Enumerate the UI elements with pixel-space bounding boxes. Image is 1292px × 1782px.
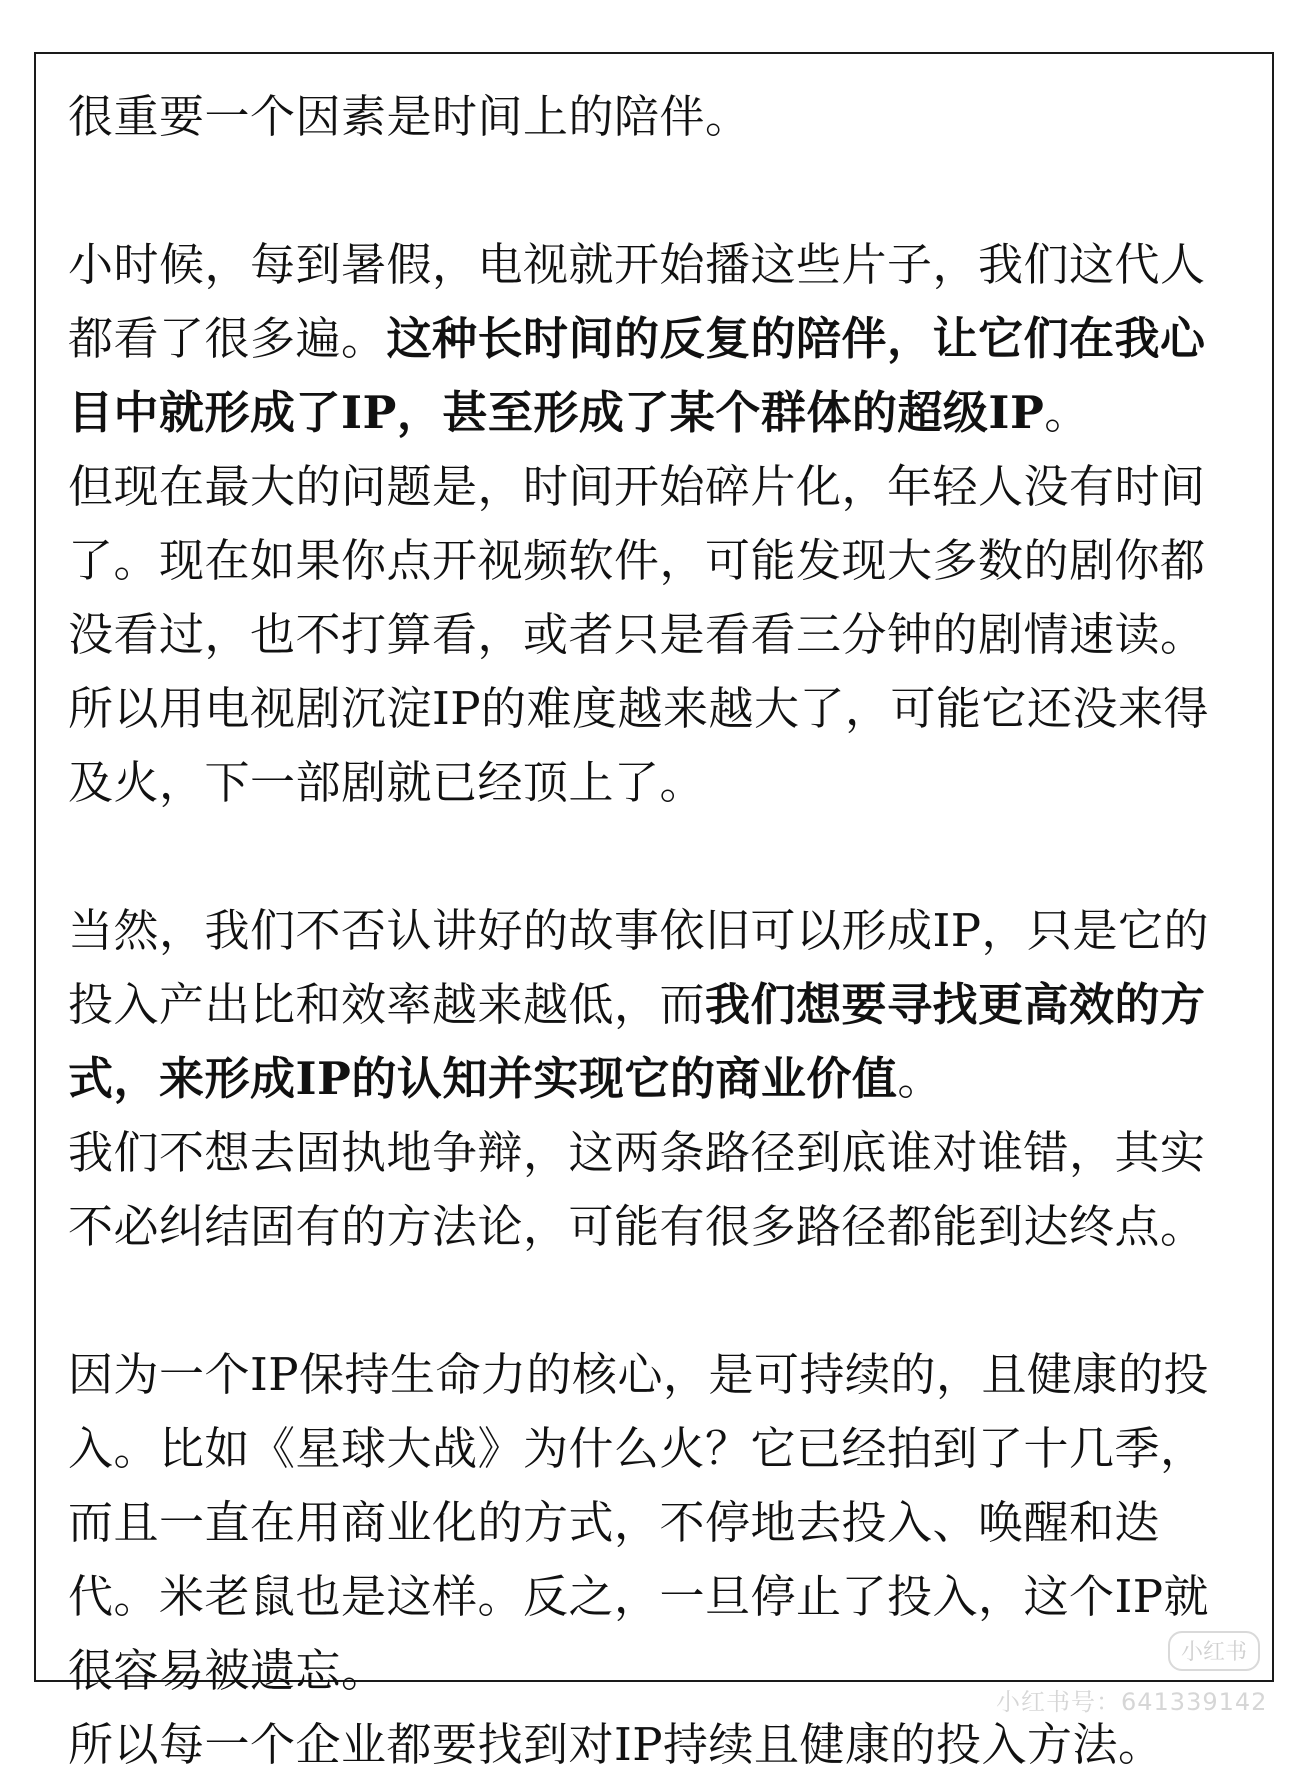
text-segment: 当然，我们不否认讲好的故事依旧可以形成IP，只是它的 (68, 904, 1210, 957)
text-segment: 。 (1044, 386, 1090, 439)
text-segment: 但现在最大的问题是，时间开始碎片化，年轻人没有时间 (68, 460, 1206, 513)
text-segment: 了。现在如果你点开视频软件，可能发现大多数的剧你都 (68, 534, 1206, 587)
text-line (68, 376, 1243, 450)
text-line (68, 302, 1243, 376)
text-segment: 而且一直在用商业化的方式，不停地去投入、唤醒和迭 (68, 1496, 1161, 1549)
bold-text-segment: 这种长时间的反复的陪伴，让它们在我心 (386, 312, 1206, 365)
text-line (68, 1190, 1243, 1264)
text-segment: 很重要一个因素是时间上的陪伴。 (68, 90, 751, 143)
text-segment: 不必纠结固有的方法论，可能有很多路径都能到达终点。 (68, 1200, 1206, 1253)
text-segment: 小时候，每到暑假，电视就开始播这些片子，我们这代人 (68, 238, 1206, 291)
text-segment: 投入产出比和效率越来越低，而 (68, 978, 706, 1031)
text-segment: 很容易被遗忘。 (68, 1644, 387, 1697)
text-segment: 因为一个IP保持生命力的核心，是可持续的，且健康的投 (68, 1348, 1210, 1401)
bold-text-segment: 目中就形成了IP，甚至形成了某个群体的超级IP (68, 386, 1045, 439)
text-line (68, 1560, 1243, 1634)
text-line (68, 968, 1243, 1042)
text-line (68, 672, 1243, 746)
text-segment: 代。米老鼠也是这样。反之，一旦停止了投入，这个IP就 (68, 1570, 1210, 1623)
text-line (68, 524, 1243, 598)
text-line (68, 450, 1243, 524)
text-line (68, 598, 1243, 672)
text-line (68, 1708, 1243, 1782)
text-line (68, 228, 1243, 302)
text-segment: 入。比如《星球大战》为什么火？它已经拍到了十几季， (68, 1422, 1206, 1475)
bold-text-segment: 我们想要寻找更高效的方 (705, 978, 1206, 1031)
text-segment: 所以用电视剧沉淀IP的难度越来越大了，可能它还没来得 (68, 682, 1210, 735)
paragraph-spacer (68, 820, 1243, 894)
text-line (68, 1042, 1243, 1116)
text-segment: 没看过，也不打算看，或者只是看看三分钟的剧情速读。 (68, 608, 1206, 661)
text-line (68, 746, 1243, 820)
article-body (68, 80, 1243, 1782)
bold-text-segment: 式，来形成IP的认知并实现它的商业价值 (68, 1052, 898, 1105)
text-line (68, 80, 1243, 154)
paragraph-spacer (68, 154, 1243, 228)
text-segment: 都看了很多遍。 (68, 312, 387, 365)
paragraph-spacer (68, 1264, 1243, 1338)
text-line (68, 1412, 1243, 1486)
text-line (68, 1486, 1243, 1560)
text-segment: 所以每一个企业都要找到对IP持续且健康的投入方法。 (68, 1718, 1164, 1771)
text-line (68, 1116, 1243, 1190)
watermark-logo: 小红书 (1168, 1631, 1260, 1671)
text-line (68, 1338, 1243, 1412)
text-segment: 及火，下一部剧就已经顶上了。 (68, 756, 706, 809)
watermark-account-id: 小红书号：641339142 (996, 1688, 1268, 1716)
text-line (68, 894, 1243, 968)
text-segment: 我们不想去固执地争辩，这两条路径到底谁对谁错，其实 (68, 1126, 1206, 1179)
text-segment: 。 (897, 1052, 943, 1105)
